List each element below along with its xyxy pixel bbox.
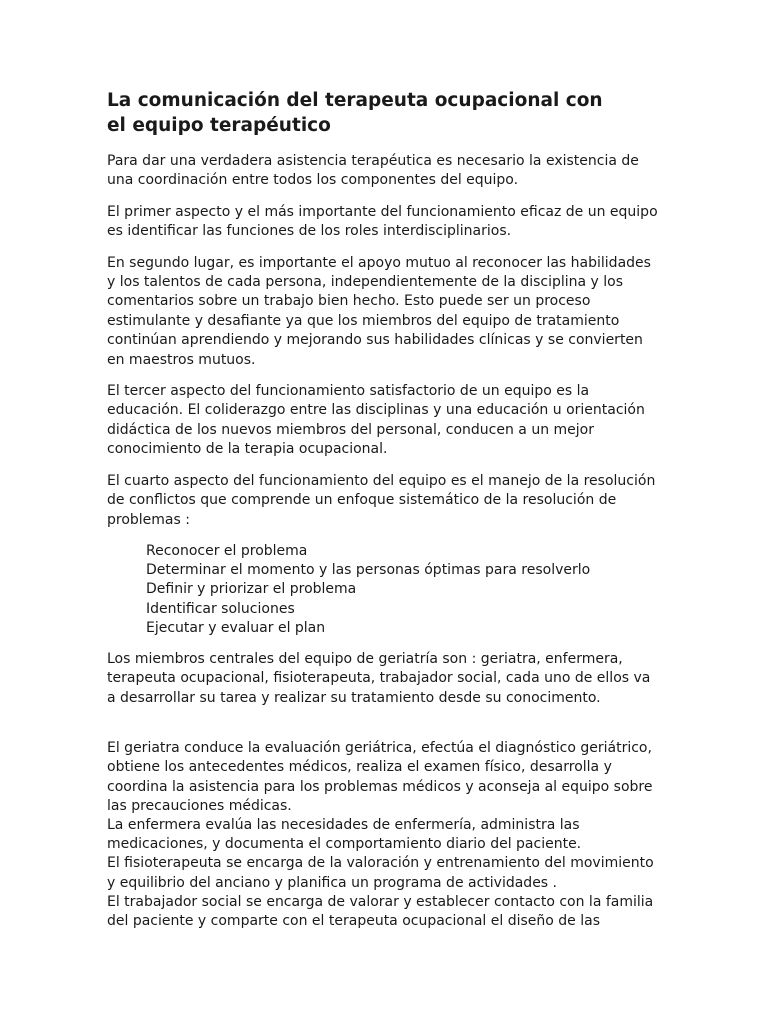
paragraph-first-aspect: El primer aspecto y el más importante del funcionamiento eficaz de un equipo es identificar las funciones de los roles interdisciplinarios. [107,203,658,240]
document-title: La comunicación del terapeuta ocupacional con el equipo terapéutico [107,90,603,136]
role-enfermera: La enfermera evalúa las necesidades de enfermería, administra las medicaciones, y documenta el comportamiento diario del paciente. [107,816,582,853]
role-geriatra: El geriatra conduce la evaluación geriátrica, efectúa el diagnóstico geriátrico, obtiene los antecedentes médicos, realiza el examen físico, desarrolla y coordina la asistencia para los problemas médicos y aconseja al equipo sobre las precauciones médicas. [107,740,653,814]
step-item: Definir y priorizar el problema [146,581,357,598]
paragraph-team-members: Los miembros centrales del equipo de geriatría son : geriatra, enfermera, terapeuta ocupacional, fisioterapeuta, trabajador social, cada uno de ellos va a desarrollar su tarea y realizar su tratamiento desde su conocimento. [107,650,651,706]
step-item: Determinar el momento y las personas óptimas para resolverlo [146,562,591,579]
step-item: Identificar soluciones [146,600,295,617]
problem-solving-steps [107,542,660,638]
step-item: Reconocer el problema [146,542,308,559]
blank-line [107,720,660,739]
paragraph-fourth-aspect: El cuarto aspecto del funcionamiento del equipo es el manejo de la resolución de conflictos que comprende un enfoque sistemático de la resolución de problemas : [107,472,656,528]
paragraph-second-aspect: En segundo lugar, es importante el apoyo mutuo al reconocer las habilidades y los talentos de cada persona, independientemente de la disciplina y los comentarios sobre un trabajo bien hecho. Esto puede ser un proceso estimulante y desafiante ya que los miembros del equipo de tratamiento continúan aprendiendo y mejorando sus habilidades clínicas y se convierten en maestros mutuos. [107,254,651,368]
role-trabajador-social: El trabajador social se encarga de valorar y establecer contacto con la familia del paciente y comparte con el terapeuta ocupacional el diseño de las [107,893,654,929]
paragraph-intro: Para dar una verdadera asistencia terapéutica es necesario la existencia de una coordinación entre todos los componentes del equipo. [107,153,639,189]
step-item: Ejecutar y evaluar el plan [146,619,326,636]
paragraph-third-aspect: El tercer aspecto del funcionamiento satisfactorio de un equipo es la educación. El coliderazgo entre las disciplinas y una educación u orientación didáctica de los nuevos miembros del personal, conducen a un mejor conocimiento de la terapia ocupacional. [107,383,645,458]
roles-block [107,739,660,931]
role-fisioterapeuta: El fisioterapeuta se encarga de la valoración y entrenamiento del movimiento y equilibrio del anciano y planifica un programa de actividades . [107,855,654,891]
